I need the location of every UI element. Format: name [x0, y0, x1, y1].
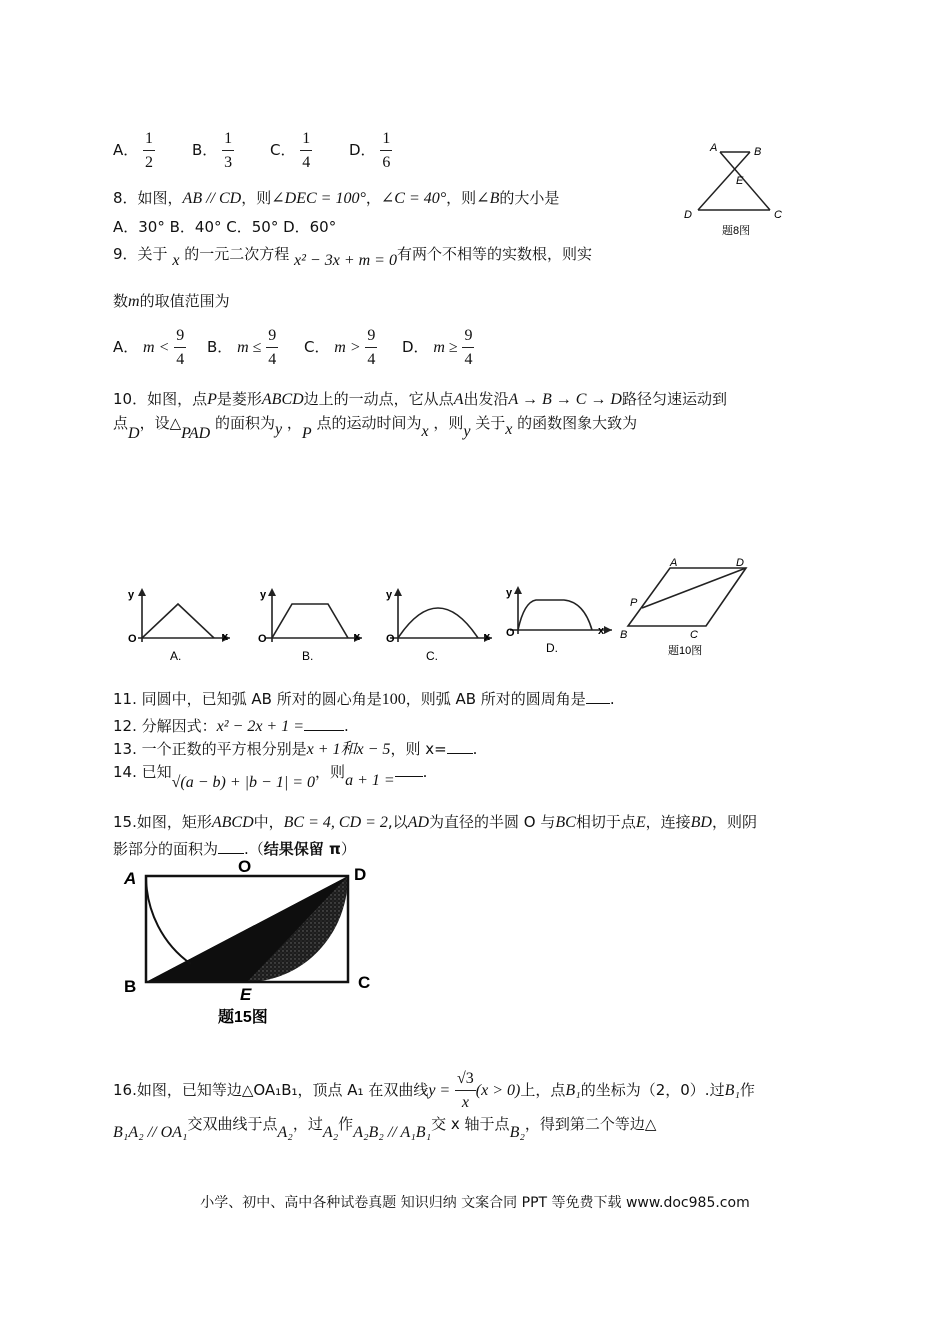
svg-text:O: O: [128, 633, 137, 645]
answer-blank[interactable]: [218, 839, 244, 854]
q7-option-b: B． $\frac{1}{3}$: [192, 130, 233, 171]
q11: 11. 同圆中，已知弧 AB 所对的圆心角是100，则弧 AB 所对的圆周角是 .: [113, 690, 615, 708]
q9-option-a: A． m < $\frac{9}{4}$: [113, 327, 185, 368]
svg-text:y: y: [260, 589, 267, 601]
svg-text:C: C: [690, 629, 698, 641]
svg-text:y: y: [506, 587, 513, 599]
answer-blank[interactable]: [586, 689, 610, 704]
svg-text:x: x: [354, 631, 361, 643]
svg-text:题15图: 题15图: [218, 1009, 268, 1026]
svg-text:B.: B.: [302, 649, 314, 663]
q8-figure: [674, 138, 804, 242]
q9-option-c: C． m > $\frac{9}{4}$: [304, 327, 376, 368]
q8-options: A．30° B．40° C．50° D．60°: [113, 218, 337, 236]
q10-figure: [614, 556, 764, 660]
svg-text:A.: A.: [170, 649, 182, 663]
q7-option-a: A． $\frac{1}{2}$: [113, 130, 154, 171]
q9-stem-line2: 数m的取值范围为: [113, 292, 230, 310]
answer-blank[interactable]: [395, 762, 423, 777]
svg-text:O: O: [238, 858, 252, 876]
svg-text:A: A: [124, 869, 137, 888]
q16-stem-line2: B₁A₂ // OA₁交双曲线于点A₂，过A₂作A₂B₂ // A₁B₁交 x 轴于点B₂，得到第二个等边△: [113, 1115, 657, 1141]
q14: 14. 已知√(a − b) + |b − 1| = 0，则a + 1 = .: [113, 763, 428, 791]
svg-text:C.: C.: [426, 649, 438, 663]
q13: 13. 一个正数的平方根分别是x + 1和x − 5，则 x= .: [113, 740, 478, 758]
q7-option-c: C． $\frac{1}{4}$: [270, 130, 311, 171]
svg-text:x: x: [598, 625, 605, 637]
svg-text:y: y: [386, 589, 393, 601]
q15-figure: [118, 858, 383, 1028]
svg-text:x: x: [484, 631, 491, 643]
svg-text:A: A: [670, 557, 678, 569]
svg-text:P: P: [630, 597, 638, 609]
q10-graph-b: [250, 584, 368, 666]
svg-text:D: D: [354, 865, 367, 884]
answer-blank[interactable]: [447, 739, 473, 754]
q8-stem: 8．如图，AB // CD，则∠DEC = 100°，∠C = 40°，则∠B的大小是: [113, 189, 560, 207]
q15-stem-line2: 影部分的面积为 .（结果保留 π）: [113, 840, 356, 858]
page-footer: 小学、初中、高中各种试卷真题 知识归纳 文案合同 PPT 等免费下载 www.doc985.com: [200, 1195, 750, 1211]
svg-text:O: O: [506, 627, 515, 639]
svg-text:y: y: [128, 589, 135, 601]
svg-text:O: O: [386, 633, 395, 645]
q9-option-d: D． m ≥ $\frac{9}{4}$: [402, 327, 473, 368]
fraction: $\frac{1}{6}$: [382, 130, 391, 171]
label-e: E: [736, 175, 744, 187]
q10-graph-d: [500, 584, 620, 666]
svg-text:C: C: [358, 973, 371, 992]
svg-text:D: D: [736, 557, 744, 569]
label-b: B: [754, 146, 762, 158]
svg-text:D.: D.: [546, 641, 558, 655]
label-a: A: [710, 142, 718, 154]
q10-graph-a: [118, 584, 236, 666]
fraction: $\frac{1}{4}$: [302, 130, 311, 171]
fraction: $\frac{1}{3}$: [224, 130, 233, 171]
q15-stem-line1: 15.如图，矩形ABCD中，BC = 4, CD = 2,以AD为直径的半圆 O 与BC相切于点E，连接BD，则阴: [113, 813, 757, 831]
q7-option-d: D． $\frac{1}{6}$: [349, 130, 391, 171]
q9-option-b: B． m ≤ $\frac{9}{4}$: [207, 327, 277, 368]
svg-text:x: x: [222, 631, 229, 643]
svg-text:O: O: [258, 633, 267, 645]
q10-stem-line2: 点D，设△PAD 的面积为y ，P 点的运动时间为x ，则y 关于x 的函数图象大致为: [113, 414, 638, 442]
svg-text:B: B: [620, 629, 628, 641]
q9-stem-line1: 9．关于 x 的一元二次方程 x² − 3x + m = 0有两个不相等的实数根，则实: [113, 245, 592, 269]
q10-stem-line1: 10．如图，点P是菱形ABCD边上的一动点，它从点A出发沿A → B → C → D路径匀速运动到: [113, 390, 727, 408]
fig-caption: 题8图: [722, 225, 751, 237]
answer-blank[interactable]: [304, 716, 344, 731]
svg-text:题10图: 题10图: [668, 645, 703, 657]
fraction: $\frac{1}{2}$: [145, 130, 154, 171]
svg-text:B: B: [124, 977, 137, 996]
label-d: D: [684, 209, 692, 221]
q16-stem-line1: 16.如图，已知等边△OA₁B₁，顶点 A₁ 在双曲线y = $\frac{√3}{x}$ (x > 0)上，点B₁的坐标为（2，0）.过B₁作: [113, 1070, 755, 1111]
q12: 12. 分解因式：x² − 2x + 1 = .: [113, 717, 349, 735]
svg-text:E: E: [240, 985, 252, 1004]
q10-graph-c: [380, 584, 498, 666]
label-c: C: [774, 209, 782, 221]
